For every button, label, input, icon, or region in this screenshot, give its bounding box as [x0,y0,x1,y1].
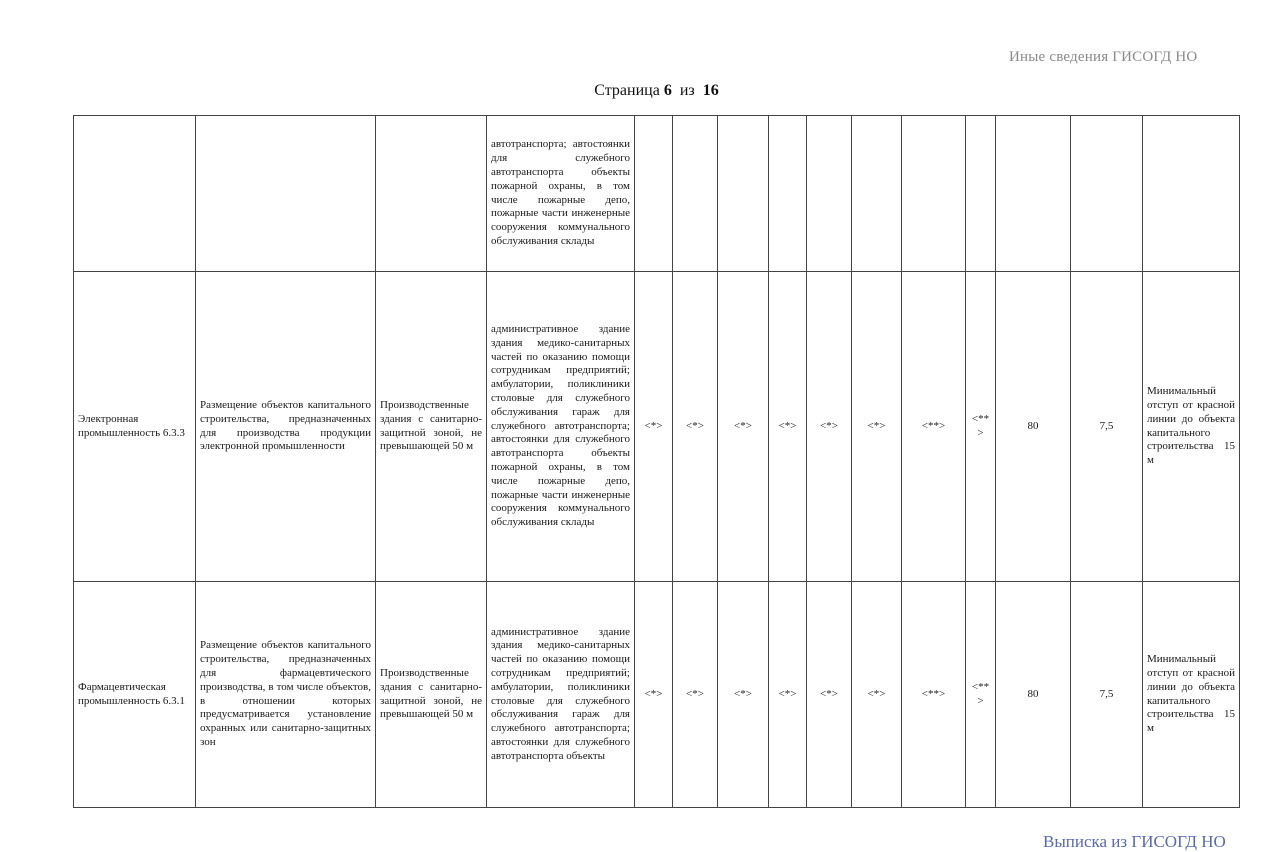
param-cell: <*> [769,582,807,808]
auxiliary-objects: административное здание здания медико-санитарных частей по оказанию помощи сотрудникам предприятий; амбулатории, поликлиники столовые для служебного обслуживания гараж для служебного автотранспорта; автостоянки для служебного автотранспорта объекты [487,582,635,808]
param-cell [635,116,673,272]
param-cell: <*> [673,272,718,582]
param-cell: <** > [966,272,996,582]
setback-note: Минимальный отступ от красной линии до объекта капитального строительства 15 м [1143,272,1240,582]
page-total: 16 [702,82,719,99]
param-cell: <*> [673,582,718,808]
param-cell [718,116,769,272]
permitted-use-name [74,116,196,272]
use-description: Размещение объектов капитального строительства, предназначенных для производства продукции электронной промышленности [196,272,376,582]
param-cell: 80 [996,582,1071,808]
param-cell: <*> [635,582,673,808]
param-cell [807,116,852,272]
param-cell [996,116,1071,272]
page-current: 6 [663,82,672,99]
param-cell: <*> [807,582,852,808]
auxiliary-objects: административное здание здания медико-санитарных частей по оказанию помощи сотрудникам предприятий; амбулатории, поликлиники столовые для служебного обслуживания гараж для служебного автотранспорта; автостоянки для служебного автотранспорта объекты пожарной охраны, в том числе пожарные депо, пожарные части инженерные сооружения коммунального обслуживания склады [487,272,635,582]
permitted-use-name: Электронная промышленность 6.3.3 [74,272,196,582]
param-cell [902,116,966,272]
setback-note: Минимальный отступ от красной линии до объекта капитального строительства 15 м [1143,582,1240,808]
param-cell [1071,116,1143,272]
param-cell: <*> [718,272,769,582]
param-cell: <*> [807,272,852,582]
document-header-note: Иные сведения ГИСОГД НО [1009,49,1198,65]
permitted-use-name: Фармацевтическая промышленность 6.3.1 [74,582,196,808]
use-restrictions [376,116,487,272]
param-cell: <*> [635,272,673,582]
zoning-regulations-table [73,115,1240,808]
setback-note [1143,116,1240,272]
param-cell: 7,5 [1071,272,1143,582]
param-cell [673,116,718,272]
use-description [196,116,376,272]
param-cell: <** > [966,582,996,808]
param-cell [769,116,807,272]
page-label: Страница [594,82,660,99]
table-row [74,272,1240,582]
param-cell: 80 [996,272,1071,582]
param-cell: <**> [902,582,966,808]
param-cell: <*> [852,272,902,582]
param-cell: <**> [902,272,966,582]
page-indicator [0,82,1280,100]
use-restrictions: Производственные здания с санитарно-защитной зоной, не превышающей 50 м [376,272,487,582]
param-cell [966,116,996,272]
param-cell: <*> [718,582,769,808]
table-row [74,582,1240,808]
param-cell [852,116,902,272]
table-row [74,116,1240,272]
auxiliary-objects: автотранспорта; автостоянки для служебного автотранспорта объекты пожарной охраны, в том числе пожарные депо, пожарные части инженерные сооружения коммунального обслуживания склады [487,116,635,272]
use-description: Размещение объектов капитального строительства, предназначенных для фармацевтического производства, в том числе объектов, в отношении которых предусматривается установление охранных или санитарно-защитных зон [196,582,376,808]
param-cell: <*> [769,272,807,582]
page-separator: из [679,82,695,99]
param-cell: <*> [852,582,902,808]
param-cell: 7,5 [1071,582,1143,808]
document-footer-note: Выписка из ГИСОГД НО [1043,832,1226,851]
use-restrictions: Производственные здания с санитарно-защитной зоной, не превышающей 50 м [376,582,487,808]
